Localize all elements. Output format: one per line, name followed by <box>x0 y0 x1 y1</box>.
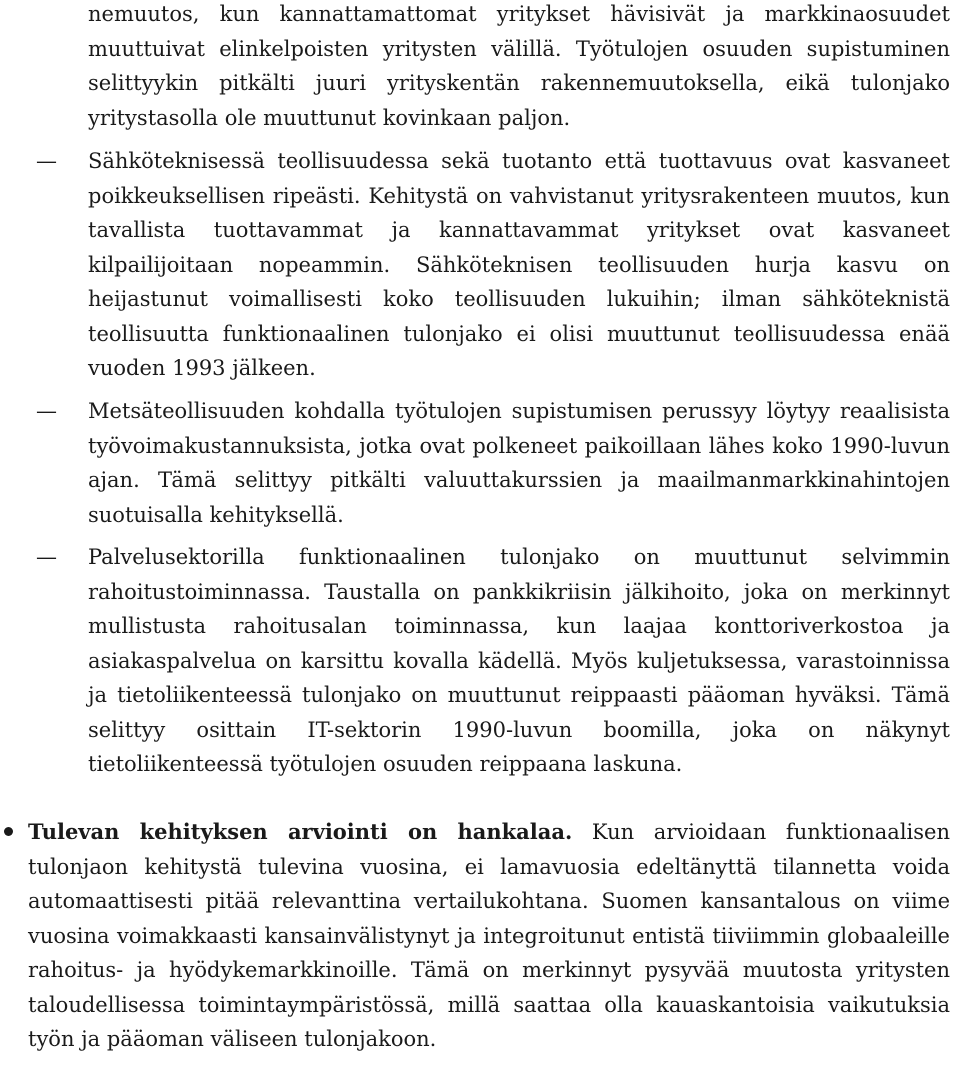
list-dash: — <box>36 149 57 173</box>
bullet-lead: Tulevan kehityksen arviointi on hankalaa. <box>28 819 573 844</box>
list-dash: — <box>36 399 57 423</box>
list-dash: — <box>36 545 57 569</box>
list-item-electrotechnical: Sähköteknisessä teollisuudessa sekä tuotanto että tuottavuus ovat kasvaneet poikkeuksellisen ripeästi. Kehitystä on vahvistanut yritysrakenteen muutos, kun tavallista tuottavammat ja kannattavammat yritykset ovat kasvaneet kilpailijoitaan nopeammin. Sähköteknisen teollisuuden hurja kasvu on heijastunut voimallisesti koko teollisuuden lukuihin; ilman sähköteknistä teollisuutta funktionaalinen tulonjako ei olisi muuttunut teollisuudessa enää vuoden 1993 jälkeen. <box>88 149 950 380</box>
continued-paragraph: nemuutos, kun kannattamattomat yritykset hävisivät ja markkinaosuudet muuttuivat elinkelpoisten yritysten välillä. Työtulojen osuuden supistuminen selittyykin pitkälti juuri yrityskentän rakennemuutoksella, eikä tulonjako yritystasolla ole muuttunut kovinkaan paljon. <box>88 2 950 130</box>
list-item-service-sector: Palvelusektorilla funktionaalinen tulonjako on muuttunut selvimmin rahoitustoiminnassa. Taustalla on pankkikriisin jälkihoito, joka on merkinnyt mullistusta rahoitusalan toiminnassa, kun laajaa konttoriverkostoa ja asiakaspalvelua on karsittu kovalla kädellä. Myös kuljetuksessa, varastoinnissa ja tietoliikenteessä tulonjako on muuttunut reippaasti pääoman hyväksi. Tämä selittyy osittain IT-sektorin 1990-luvun boomilla, joka on näkynyt tietoliikenteessä työtulojen osuuden reippaana laskuna. <box>88 545 950 776</box>
bullet-paragraph <box>28 815 950 1057</box>
bullet-body: Kun arvioidaan funktionaalisen tulonjaon kehitystä tulevina vuosina, ei lamavuosia edeltänyttä tilannetta voida automaattisesti pitää relevanttina vertailukohtana. Suomen kansantalous on viime vuosina voimakkaasti kansainvälistynyt ja integroitunut entistä tiiviimmin globaaleille rahoitus- ja hyödykemarkkinoille. Tämä on merkinnyt pysyvää muutosta yritysten taloudellisessa toimintaympäristössä, millä saattaa olla kauaskantoisia vaikutuksia työn ja pääoman väliseen tulonjakoon. <box>28 820 950 1051</box>
list-item-forest-industry: Metsäteollisuuden kohdalla työtulojen supistumisen perussyy löytyy reaalisista työvoimakustannuksista, jotka ovat polkeneet paikoillaan lähes koko 1990-luvun ajan. Tämä selittyy pitkälti valuuttakurssien ja maailmanmarkkinahintojen suotuisalla kehityksellä. <box>88 399 950 527</box>
bullet-icon <box>4 827 13 836</box>
